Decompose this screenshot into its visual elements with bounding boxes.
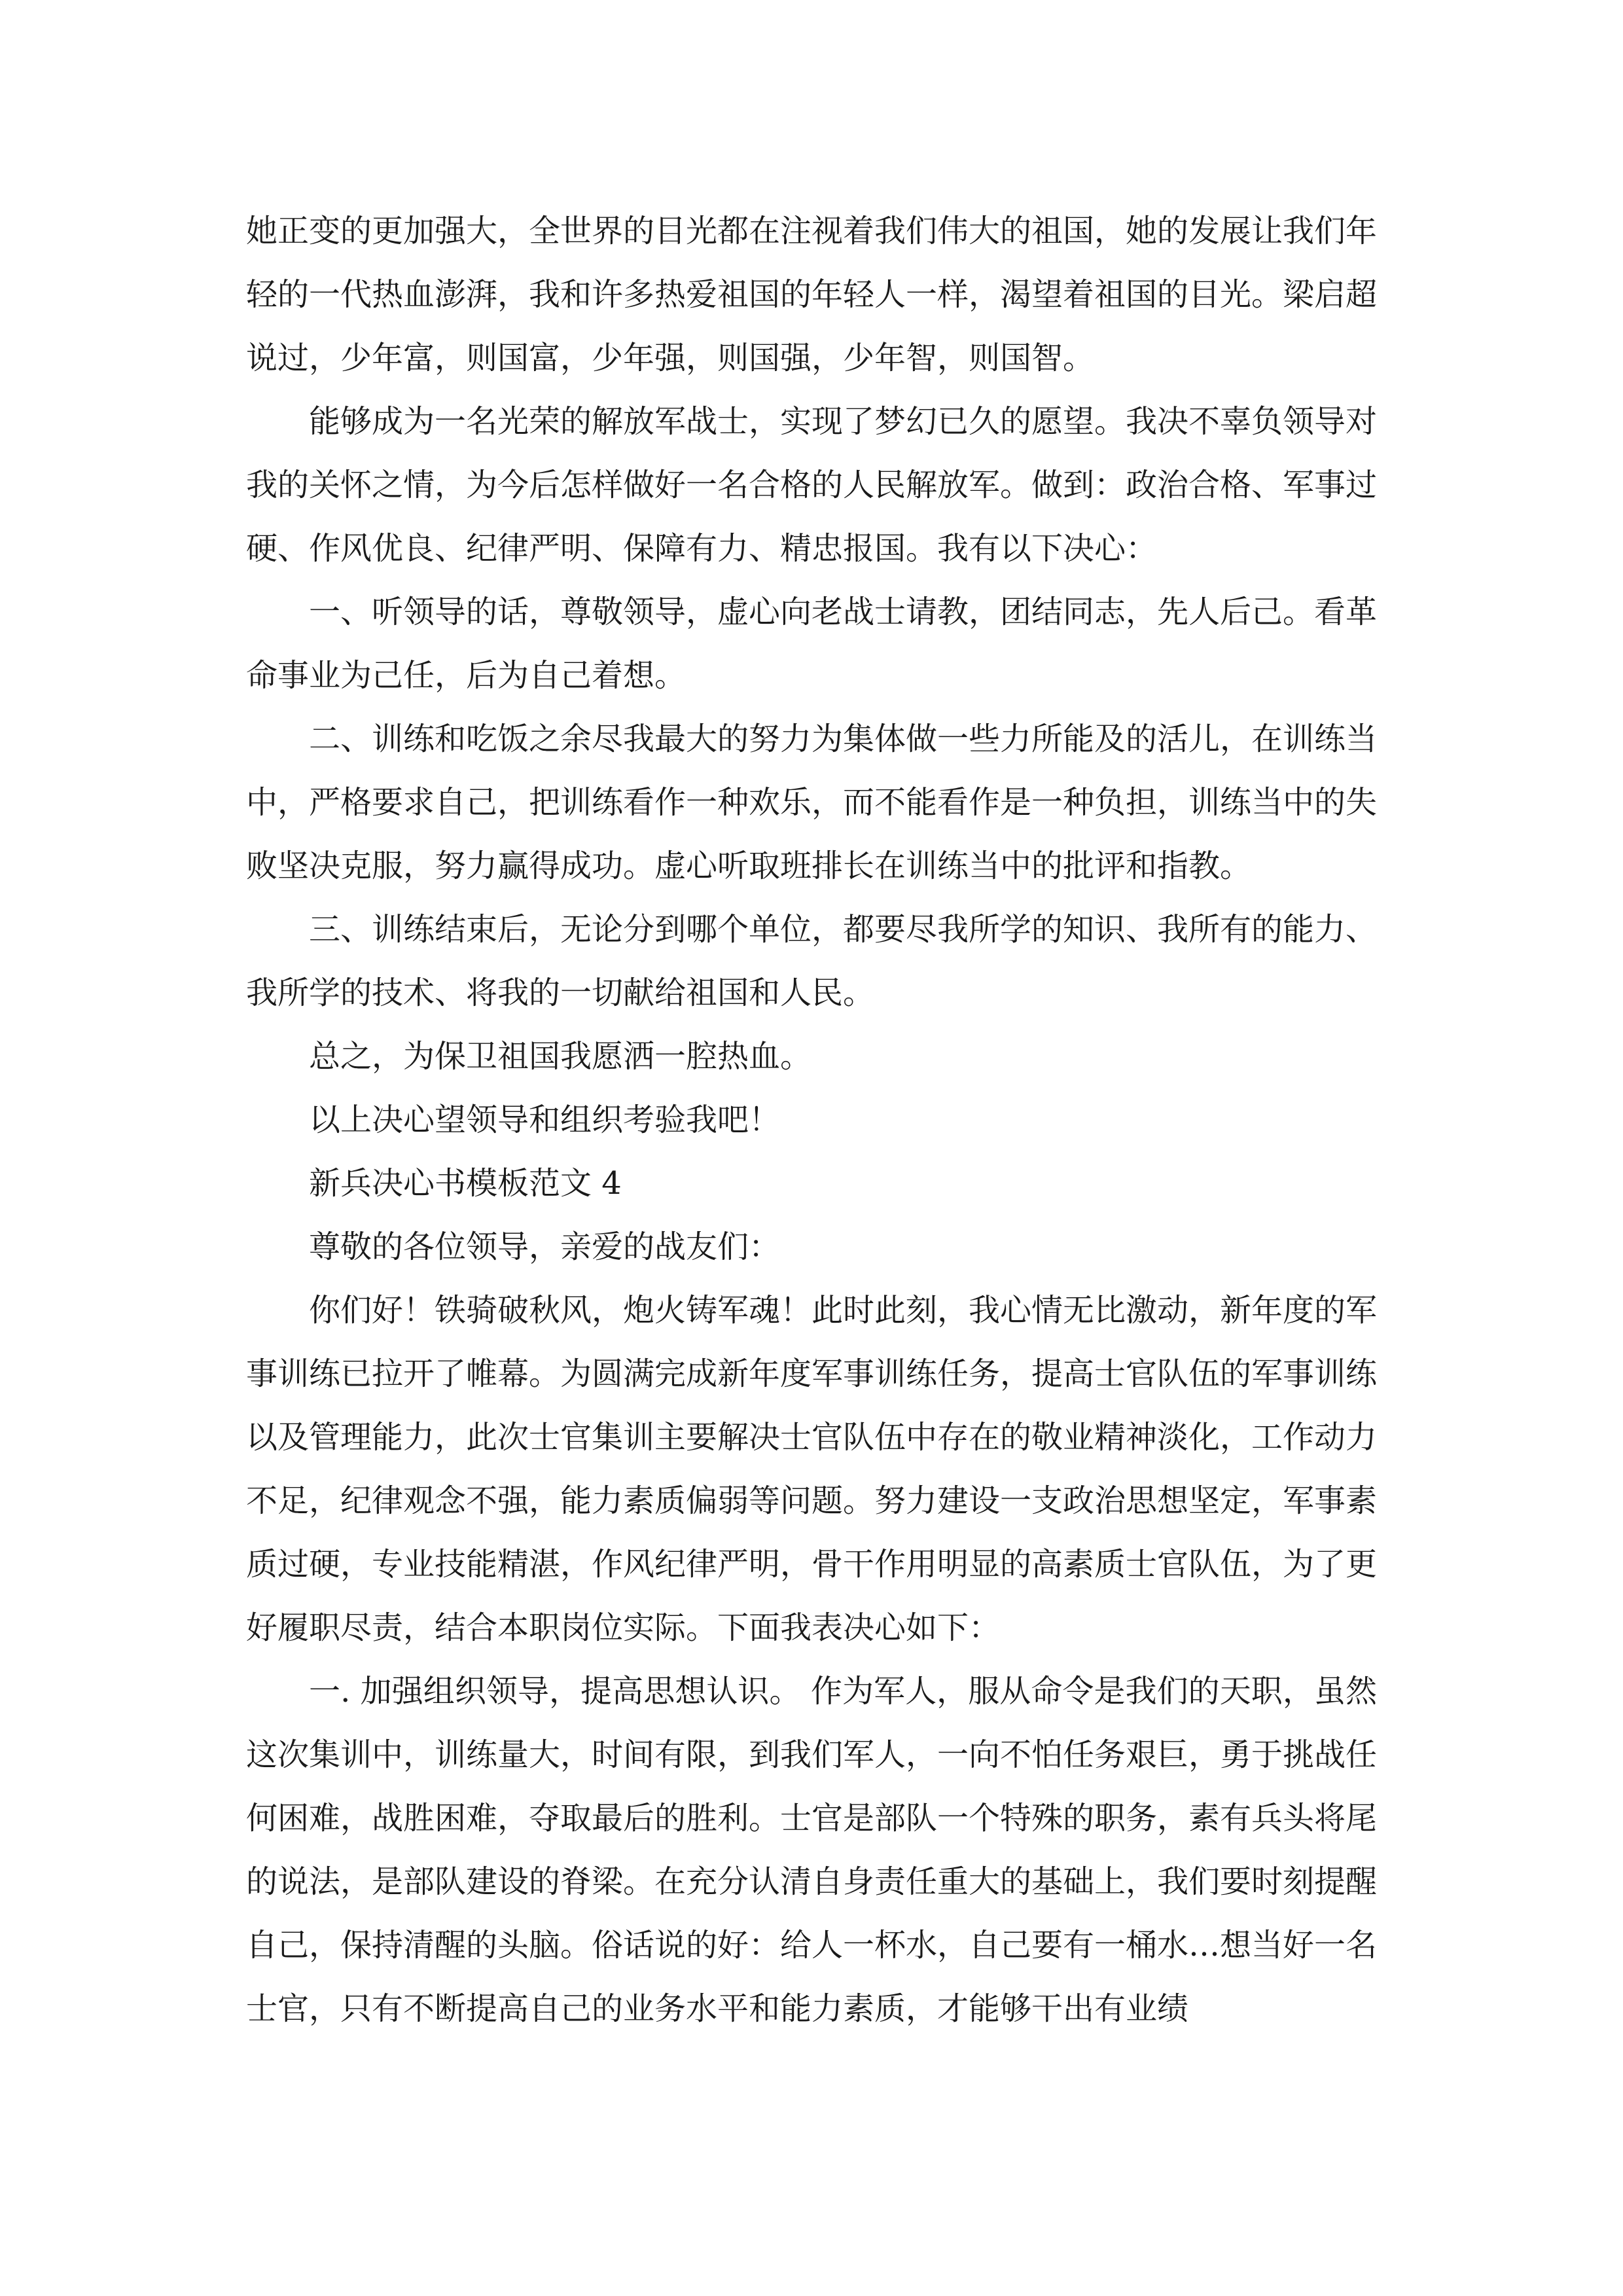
paragraph: 一. 加强组织领导，提高思想认识。 作为军人，服从命令是我们的天职，虽然这次集训中，训练量大，时间有限，到我们军人，一向不怕任务艰巨，勇于挑战任何困难，战胜困难，夺取最后的胜利。士官是部队一个特殊的职务，素有兵头将尾的说法，是部队建设的脊梁。在充分认清自身责任重大的基础上，我们要时刻提醒自己，保持清醒的头脑。俗话说的好：给人一杯水，自己要有一桶水…想当好一名士官，只有不断提高自己的业务水平和能力素质，才能够干出有业绩 (246, 1673, 1378, 2027)
paragraph: 三、训练结束后，无论分到哪个单位，都要尽我所学的知识、我所有的能力、我所学的技术、将我的一切献给祖国和人民。 (246, 911, 1378, 1011)
paragraph: 二、训练和吃饭之余尽我最大的努力为集体做一些力所能及的活儿，在训练当中，严格要求自己，把训练看作一种欢乐，而不能看作是一种负担，训练当中的失败坚决克服，努力赢得成功。虚心听取班排长在训练当中的批评和指教。 (246, 721, 1378, 884)
salutation: 尊敬的各位领导，亲爱的战友们： (309, 1229, 781, 1265)
paragraph: 以上决心望领导和组织考验我吧！ (309, 1102, 781, 1138)
section-heading: 新兵决心书模板范文 4 (309, 1165, 622, 1202)
paragraph: 总之，为保卫祖国我愿洒一腔热血。 (309, 1038, 812, 1075)
document-body (246, 200, 1377, 2041)
paragraph: 能够成为一名光荣的解放军战士，实现了梦幻已久的愿望。我决不辜负领导对我的关怀之情，为今后怎样做好一名合格的人民解放军。做到：政治合格、军事过硬、作风优良、纪律严明、保障有力、精忠报国。我有以下决心： (246, 403, 1378, 567)
paragraph-continuation: 她正变的更加强大，全世界的目光都在注视着我们伟大的祖国，她的发展让我们年轻的一代热血澎湃，我和许多热爱祖国的年轻人一样，渴望着祖国的目光。梁启超说过，少年富，则国富，少年强，则国强，少年智，则国智。 (246, 213, 1378, 376)
paragraph: 一、听领导的话，尊敬领导，虚心向老战士请教，团结同志，先人后己。看革命事业为己任，后为自己着想。 (246, 594, 1378, 694)
paragraph: 你们好！铁骑破秋风，炮火铸军魂！此时此刻，我心情无比激动，新年度的军事训练已拉开了帷幕。为圆满完成新年度军事训练任务，提高士官队伍的军事训练以及管理能力，此次士官集训主要解决士官队伍中存在的敬业精神淡化，工作动力不足，纪律观念不强，能力素质偏弱等问题。努力建设一支政治思想坚定，军事素质过硬，专业技能精湛，作风纪律严明，骨干作用明显的高素质士官队伍，为了更好履职尽责，结合本职岗位实际。下面我表决心如下： (246, 1292, 1378, 1646)
